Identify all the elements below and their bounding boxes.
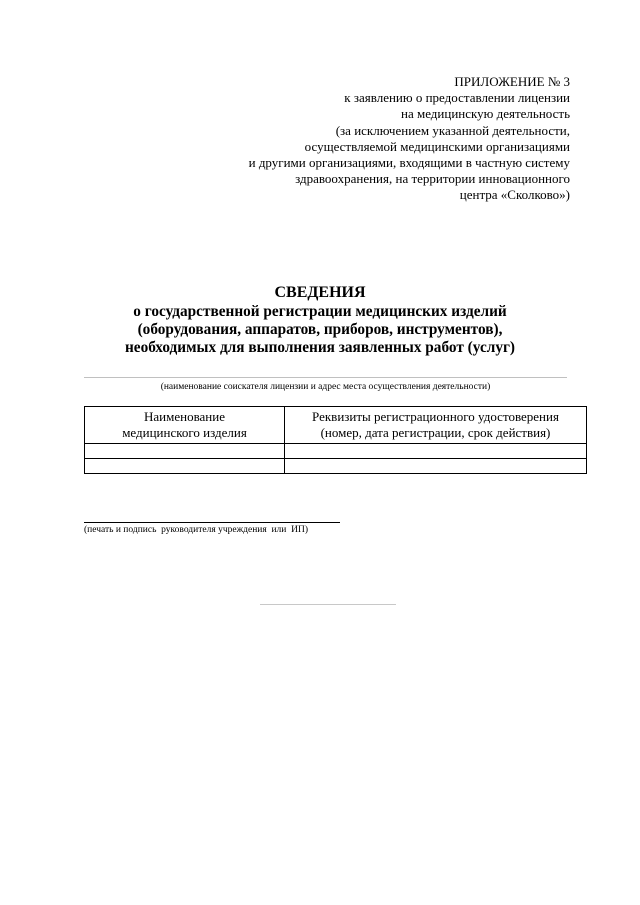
table-cell-device-name[interactable] (85, 444, 285, 459)
appendix-header (230, 74, 570, 204)
title-subline: необходимых для выполнения заявленных работ (услуг) (124, 339, 516, 356)
signature-fill-line[interactable] (84, 522, 340, 523)
header-device-name (85, 407, 285, 444)
applicant-fill-line[interactable] (84, 377, 567, 378)
appendix-line: осуществляемой медицинскими организациями (304, 138, 570, 154)
title-main: СВЕДЕНИЯ (274, 284, 366, 301)
appendix-line: к заявлению о предоставлении лицензии (344, 90, 570, 106)
signature-caption: (печать и подпись руководителя учреждения или ИП) (84, 525, 309, 535)
title-subline: (оборудования, аппаратов, приборов, инструментов), (137, 321, 503, 338)
applicant-caption: (наименование соискателя лицензии и адрес места осуществления деятельности) (160, 382, 491, 392)
header-line: (номер, дата регистрации, срок действия) (320, 425, 551, 440)
appendix-line: (за исключением указанной деятельности, (335, 122, 570, 138)
table-cell-registration[interactable] (285, 459, 587, 474)
appendix-line: здравоохранения, на территории инновационного (295, 171, 570, 187)
table-header-row (85, 407, 587, 444)
medical-devices-table (84, 406, 587, 474)
header-line: Наименование (144, 409, 225, 424)
appendix-line: ПРИЛОЖЕНИЕ № 3 (454, 74, 570, 89)
table-cell-device-name[interactable] (85, 459, 285, 474)
header-line: медицинского изделия (122, 425, 247, 440)
appendix-line: на медицинскую деятельность (401, 106, 570, 122)
title-subline: о государственной регистрации медицинских изделий (133, 303, 507, 320)
table-row (85, 444, 587, 459)
header-registration-details (285, 407, 587, 444)
appendix-line: центра «Сколково») (459, 187, 570, 203)
table-row (85, 459, 587, 474)
document-title (60, 283, 580, 357)
table-cell-registration[interactable] (285, 444, 587, 459)
header-line: Реквизиты регистрационного удостоверения (312, 409, 559, 424)
appendix-line: и другими организациями, входящими в частную систему (248, 155, 570, 171)
bottom-divider (260, 604, 396, 605)
